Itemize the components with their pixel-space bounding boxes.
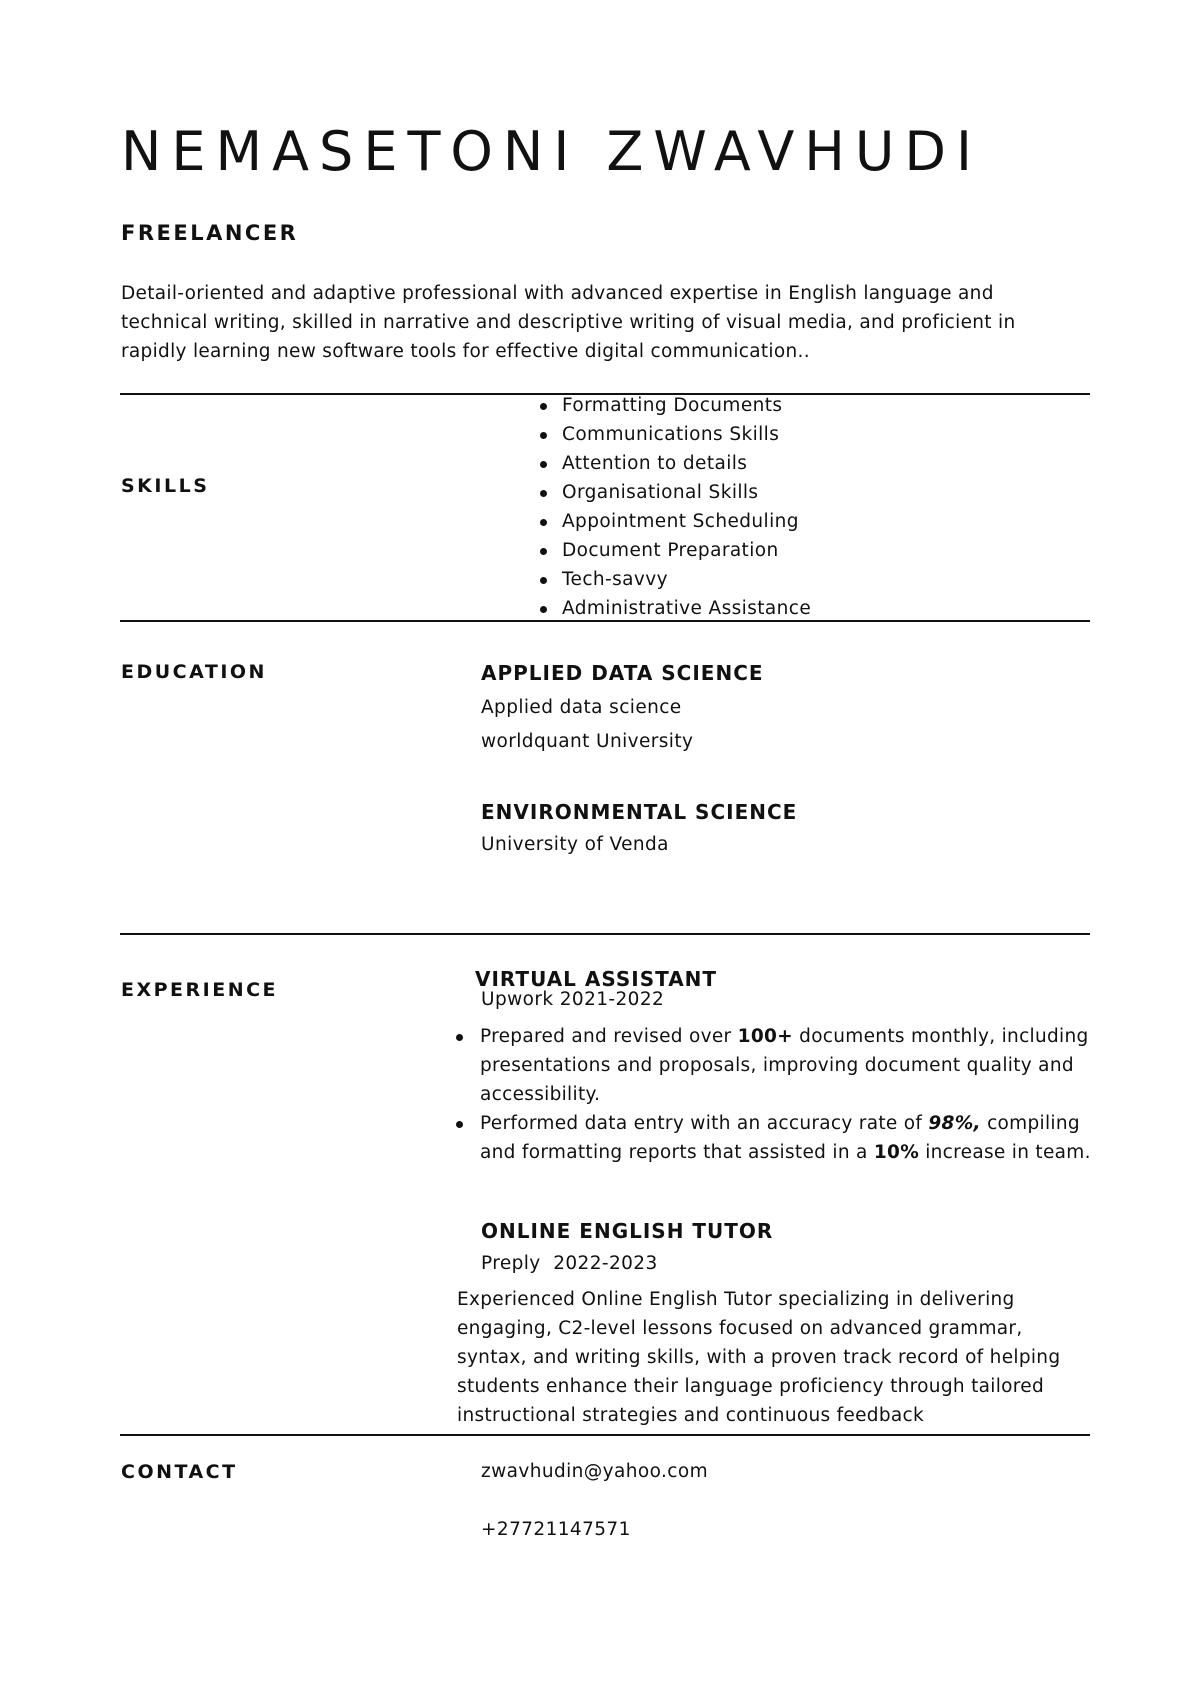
bullet-icon (456, 1034, 463, 1041)
section-divider (120, 933, 1090, 935)
bullet-icon (540, 432, 547, 439)
skill-item: Administrative Assistance (540, 594, 811, 623)
education-degree: APPLIED DATA SCIENCE (481, 661, 764, 685)
skill-item: Attention to details (540, 449, 811, 478)
job-bullets (456, 1022, 1096, 1167)
skills-label: SKILLS (121, 475, 210, 497)
bullet-icon (540, 403, 547, 410)
profile-summary: Detail-oriented and adaptive professional with advanced expertise in English language and technical writing, skilled in narrative and descriptive writing of visual media, and proficient in rapidly learning new software tools for effective digital communication.. (121, 283, 1016, 362)
skill-item: Communications Skills (540, 420, 811, 449)
contact-label: CONTACT (121, 1461, 238, 1483)
job-role: FREELANCER (121, 221, 299, 245)
section-divider (120, 1434, 1090, 1436)
bullet-icon (540, 490, 547, 497)
job-company: Preply 2022-2023 (481, 1253, 658, 1274)
job-title: ONLINE ENGLISH TUTOR (481, 1219, 774, 1243)
bullet-icon (540, 461, 547, 468)
skill-item: Document Preparation (540, 536, 811, 565)
skill-item: Organisational Skills (540, 478, 811, 507)
contact-email[interactable]: zwavhudin@yahoo.com (481, 1461, 708, 1482)
education-school: worldquant University (481, 731, 694, 752)
contact-phone[interactable]: +27721147571 (481, 1519, 631, 1540)
education-label: EDUCATION (121, 661, 267, 683)
education-school: University of Venda (481, 834, 669, 855)
education-field: Applied data science (481, 697, 682, 718)
skill-item: Formatting Documents (540, 391, 811, 420)
bullet-icon (540, 548, 547, 555)
bullet-icon (540, 577, 547, 584)
job-bullet: Performed data entry with an accuracy rate of 98%, compiling and formatting reports that assisted in a 10% increase in team. (456, 1109, 1096, 1167)
education-degree: ENVIRONMENTAL SCIENCE (481, 800, 798, 824)
bullet-icon (456, 1121, 463, 1128)
candidate-name: NEMASETONI ZWAVHUDI (121, 120, 982, 183)
job-title: VIRTUAL ASSISTANT (475, 967, 718, 991)
job-company: Upwork 2021-2022 (481, 989, 665, 1010)
experience-label: EXPERIENCE (121, 979, 279, 1001)
bullet-icon (540, 519, 547, 526)
bullet-icon (540, 606, 547, 613)
skill-item: Appointment Scheduling (540, 507, 811, 536)
section-divider (120, 620, 1090, 622)
skill-item: Tech-savvy (540, 565, 811, 594)
job-description: Experienced Online English Tutor specializing in delivering engaging, C2-level lessons focused on advanced grammar, syntax, and writing skills, with a proven track record of helping students enhance their language proficiency through tailored instructional strategies and continuous feedback (457, 1289, 1061, 1426)
skills-list (540, 391, 811, 623)
job-bullet: Prepared and revised over 100+ documents monthly, including presentations and proposals, improving document quality and accessibility. (456, 1022, 1096, 1109)
